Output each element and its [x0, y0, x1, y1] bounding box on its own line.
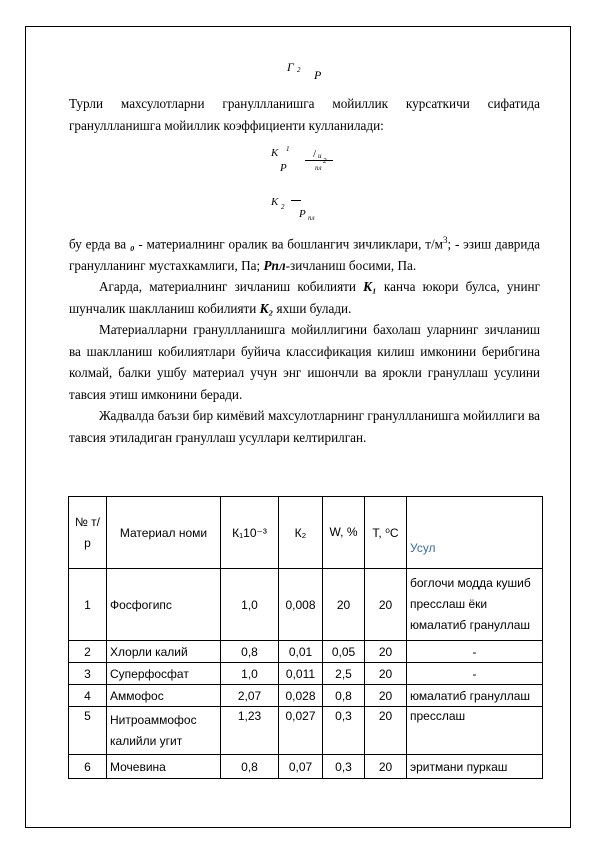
- formula-sup: 2: [323, 157, 327, 165]
- table-row: [69, 641, 543, 663]
- header-k2: К₂: [279, 497, 323, 569]
- formula-symbol: К: [271, 196, 279, 208]
- paragraph-text: Материалларни грануллланишга мойиллигини бахолаш уларнинг зичланиш ва шаклланиш кобилиятлари буйича классификация килиш имконини берибгина колмай, балки ушбу материал учун энг ишончли ва ярокли грануллаш усулини тавсия этиш имконини беради.: [69, 322, 540, 402]
- fraction-line: [291, 200, 301, 201]
- table-row: [69, 663, 543, 685]
- cell-k1: 0,8: [221, 755, 279, 779]
- formula-numer: u: [318, 152, 322, 160]
- header-name: Материал номи: [107, 497, 221, 569]
- cell-method: боглочи модда кушиб пресслаш ёки юмалатиб грануллаш: [407, 569, 543, 641]
- cell-t: 20: [365, 641, 407, 663]
- text-symbol: К₁: [363, 279, 377, 295]
- cell-t: 20: [365, 663, 407, 685]
- cell-name: Хлорли калий: [107, 641, 221, 663]
- cell-t: 20: [365, 569, 407, 641]
- cell-method: юмалатиб грануллаш: [407, 685, 543, 707]
- cell-w: 0,8: [323, 685, 365, 707]
- cell-t: 20: [365, 685, 407, 707]
- table-row: [69, 685, 543, 707]
- cell-num: 6: [69, 755, 107, 779]
- table-header-row: [69, 497, 543, 569]
- text-symbol: ₀: [129, 236, 135, 252]
- cell-name: Суперфосфат: [107, 663, 221, 685]
- cell-num: 1: [69, 569, 107, 641]
- text-span: Агарда, материалнинг зичланиш кобилияти: [99, 279, 364, 295]
- table-row: [69, 755, 543, 779]
- text-span: ; - эзиш даврида гранулланинг мустахкамлиги, Па;: [69, 236, 541, 273]
- cell-method: эритмани пуркаш: [407, 755, 543, 779]
- formula-k1: [271, 147, 341, 177]
- header-t: Т, ⁰С: [365, 497, 407, 569]
- text-sup: 3: [442, 235, 448, 245]
- text-span: бу ерда ва: [69, 236, 130, 252]
- paragraph-text: Турли махсулотларни грануллланишга мойиллик курсаткичи сифатида грануллланишга мойиллик коэффициенти кулланилади:: [69, 96, 540, 133]
- cell-k2: 0,008: [279, 569, 323, 641]
- text-symbol: К₂: [259, 300, 274, 316]
- table-row: [69, 707, 543, 755]
- paragraph-text: Жадвалда баъзи бир кимёвий махсулотларнинг грануллланишга мойиллиги ва тавсия этиладиган грануллаш усуллари келтирилган.: [69, 408, 540, 445]
- text-symbol: Рпл: [263, 257, 286, 273]
- cell-k1: 1,23: [221, 707, 279, 755]
- header-k1: К₁10⁻³: [221, 497, 279, 569]
- cell-w: 0,3: [323, 755, 365, 779]
- cell-t: 20: [365, 707, 407, 755]
- cell-num: 4: [69, 685, 107, 707]
- cell-k2: 0,011: [279, 663, 323, 685]
- cell-w: 0,05: [323, 641, 365, 663]
- cell-k1: 1,0: [221, 663, 279, 685]
- formula-k2: [271, 196, 331, 226]
- formula-sub: 1: [286, 145, 290, 153]
- cell-num: 2: [69, 641, 107, 663]
- cell-num: 5: [69, 707, 107, 755]
- cell-k1: 2,07: [221, 685, 279, 707]
- cell-name: Фосфогипс: [107, 569, 221, 641]
- materials-table: [68, 496, 543, 779]
- cell-k1: 1,0: [221, 569, 279, 641]
- cell-k1: 0,8: [221, 641, 279, 663]
- cell-w: 2,5: [323, 663, 365, 685]
- header-method: Усул: [407, 497, 543, 569]
- paragraph-1: [69, 93, 540, 136]
- text-span: яхши булади.: [273, 300, 352, 316]
- cell-w: 20: [323, 569, 365, 641]
- header-w: W, %: [323, 497, 365, 569]
- formula-symbol: P: [314, 68, 322, 82]
- paragraph-2: [69, 230, 540, 448]
- fraction-line: [305, 160, 333, 161]
- cell-method: пресслаш: [407, 707, 543, 755]
- formula-symbol: К: [271, 147, 279, 159]
- formula-symbol: P: [299, 208, 306, 220]
- text-span: канча юкори булса, унинг шунчалик шаклланиш кобилияти: [69, 279, 540, 316]
- formula-slash: /: [313, 148, 317, 160]
- formula-denom: пл: [315, 164, 322, 172]
- table-row: [69, 569, 543, 641]
- cell-method: -: [407, 641, 543, 663]
- cell-w: 0,3: [323, 707, 365, 755]
- cell-k2: 0,027: [279, 707, 323, 755]
- cell-k2: 0,07: [279, 755, 323, 779]
- cell-name: Аммофос: [107, 685, 221, 707]
- formula-sub: пл: [308, 214, 315, 222]
- text-span: - материалнинг оралик ва бошлангич зичликлари, т/м: [134, 236, 443, 252]
- header-num: № т/р: [69, 497, 107, 569]
- formula-sub: 2: [297, 66, 301, 74]
- cell-method: -: [407, 663, 543, 685]
- cell-t: 20: [365, 755, 407, 779]
- cell-name: Мочевина: [107, 755, 221, 779]
- cell-name: Нитроаммофос калийли угит: [107, 707, 221, 755]
- formula-sub: 2: [281, 203, 285, 211]
- formula-top: [287, 60, 322, 82]
- formula-symbol: Г: [287, 60, 294, 74]
- cell-k2: 0,01: [279, 641, 323, 663]
- formula-symbol: P: [280, 162, 287, 174]
- cell-k2: 0,028: [279, 685, 323, 707]
- text-span: -зичланиш босими, Па.: [285, 257, 417, 273]
- cell-num: 3: [69, 663, 107, 685]
